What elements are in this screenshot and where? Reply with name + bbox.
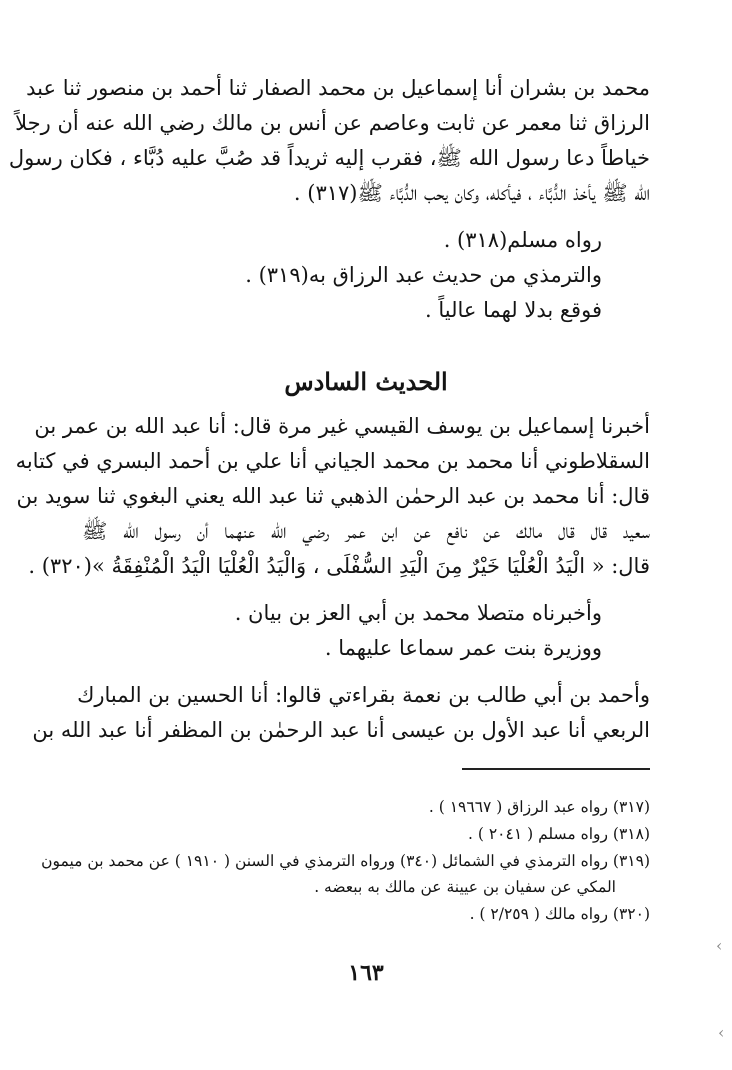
paragraph-3-line-1: وأحمد بن أبي طالب بن نعمة بقراءتي قالوا: أنا الحسين بن المبارك bbox=[77, 683, 650, 707]
paragraph-1-line-1: محمد بن بشران أنا إسماعيل بن محمد الصفار ثنا أحمد بن منصور ثنا عبد bbox=[26, 76, 650, 100]
paragraph-1-line-4: الله ﷺ يأخذ الدُّبَّاء ، فيأكله، وكان يحب الدُّبَّاء ﷺ(٣١٧) . bbox=[293, 181, 650, 205]
scan-mark-upper: ‹ bbox=[716, 936, 723, 955]
paragraph-2-line-3: قال: أنا محمد بن عبد الرحمٰن الذهبي ثنا عبد الله يعني البغوي ثنا سويد بن bbox=[16, 484, 650, 508]
footnote-318: (٣١٨) رواه مسلم ( ٢٠٤١ ) . bbox=[468, 825, 650, 843]
paragraph-3-line-2: الربعي أنا عبد الأول بن عيسى أنا عبد الرحمٰن بن المظفر أنا عبد الله بن bbox=[32, 718, 650, 742]
paragraph-2-line-1: أخبرنا إسماعيل بن يوسف القيسي غير مرة قال: أنا عبد الله بن عمر بن bbox=[34, 414, 650, 438]
footnote-divider bbox=[462, 768, 650, 770]
paragraph-1-line-2: الرزاق ثنا معمر عن ثابت وعاصم عن أنس بن مالك رضي الله عنه أن رجلاً bbox=[15, 111, 650, 135]
paragraph-2-line-4: سعيد قال قال مالك عن نافع عن ابن عمر رضي الله عنهما أن رسول الله ﷺ bbox=[82, 519, 650, 543]
footnote-317: (٣١٧) رواه عبد الرزاق ( ١٩٦٦٧ ) . bbox=[428, 798, 650, 816]
note-line-4: وأخبرناه متصلا محمد بن أبي العز بن بيان . bbox=[234, 601, 602, 625]
note-line-1: رواه مسلم(٣١٨) . bbox=[443, 228, 602, 252]
note-line-5: ووزيرة بنت عمر سماعا عليهما . bbox=[324, 636, 602, 660]
note-line-3: فوقع بدلا لهما عالياً . bbox=[424, 298, 602, 322]
footnote-319-continued: المكي عن سفيان بن عيينة عن مالك به ببعضه . bbox=[314, 878, 616, 896]
scan-mark-lower: ‹ bbox=[718, 1023, 725, 1042]
section-heading: الحديث السادس bbox=[284, 367, 448, 396]
page-number: ١٦٣ bbox=[348, 960, 384, 986]
footnote-320: (٣٢٠) رواه مالك ( ٢/٢٥٩ ) . bbox=[469, 905, 650, 923]
paragraph-2-line-2: السقلاطوني أنا محمد بن محمد الجياني أنا علي بن أحمد البسري في كتابه bbox=[15, 449, 650, 473]
paragraph-2-line-5: قال: « الْيَدُ الْعُلْيَا خَيْرٌ مِنَ الْيَدِ السُّفْلَى ، وَالْيَدُ الْعُلْيَا الْيَدُ الْمُنْفِقَةُ »(٣٢٠) . bbox=[28, 554, 650, 578]
paragraph-1-line-3: خياطاً دعا رسول الله ﷺ، فقرب إليه ثريداً قد صُبَّ عليه دُبَّاء ، فكان رسول bbox=[8, 146, 650, 170]
footnote-319: (٣١٩) رواه الترمذي في الشمائل (٣٤٠) ورواه الترمذي في السنن ( ١٩١٠ ) عن محمد بن ميمون bbox=[41, 852, 650, 870]
note-line-2: والترمذي من حديث عبد الرزاق به(٣١٩) . bbox=[245, 263, 602, 287]
